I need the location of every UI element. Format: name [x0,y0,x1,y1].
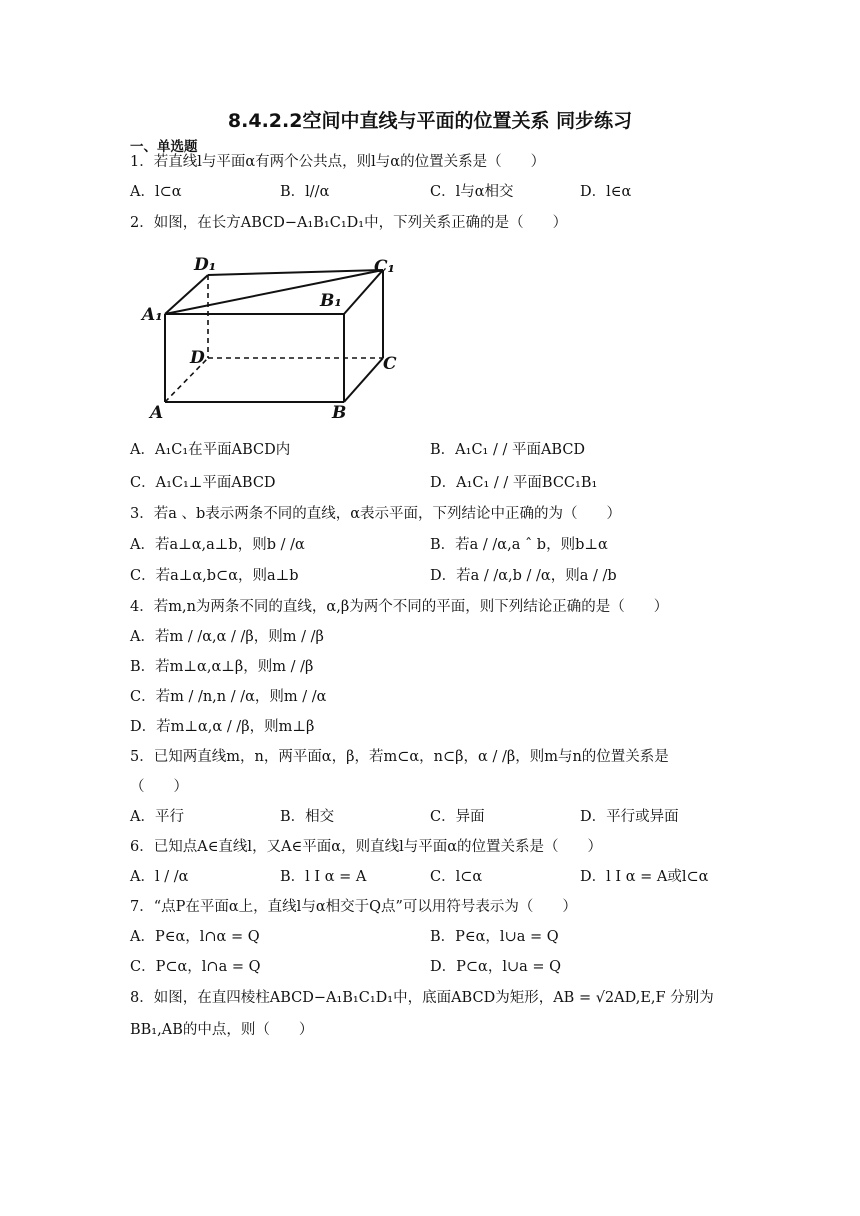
edge-bc [344,358,383,402]
question-5-stem-cont: （ ） [130,779,188,795]
vertex-label-a1: A₁ [142,305,163,325]
q5-option-d: D．平行或异面 [580,809,679,825]
question-8-stem: 8．如图，在直四棱柱ABCD−A₁B₁C₁D₁中，底面ABCD为矩形，AB = √2AD,E,F 分别为 [130,990,714,1006]
q3-option-b: B．若a / /α,a ˆ b，则b⊥α [430,537,608,553]
vertex-label-a: A [150,403,164,423]
vertex-label-c: C [383,354,397,374]
question-5-stem: 5．已知两直线m，n，两平面α，β，若m⊂α，n⊂β，α / /β，则m与n的位置关系是 [130,749,669,765]
edge-d1c1 [208,270,383,275]
vertex-label-d: D [190,348,205,368]
vertex-label-b: B [332,403,347,423]
q6-option-d: D．l I α = A或l⊂α [580,869,709,885]
q1-option-d: D．l∈α [580,184,632,200]
q7-option-b: B．P∈α，l∪a = Q [430,929,559,945]
vertex-label-d1: D₁ [194,255,217,275]
question-1-stem: 1．若直线l与平面α有两个公共点，则l与α的位置关系是（ ） [130,154,546,170]
q3-option-c: C．若a⊥α,b⊂α，则a⊥b [130,568,299,584]
q7-option-c: C．P⊂α，l∩a = Q [130,959,261,975]
q6-option-c: C．l⊂α [430,869,483,885]
q4-option-c: C．若m / /n,n / /α，则m / /α [130,689,327,705]
question-6-stem: 6．已知点A∈直线l，又A∈平面α，则直线l与平面α的位置关系是（ ） [130,839,602,855]
question-2-stem: 2．如图，在长方ABCD−A₁B₁C₁D₁中，下列关系正确的是（ ） [130,215,568,231]
q7-option-d: D．P⊂α，l∪a = Q [430,959,562,975]
q2-option-b: B．A₁C₁ / / 平面ABCD [430,442,586,458]
q1-option-b: B．l//α [280,184,330,200]
q2-option-c: C．A₁C₁⊥平面ABCD [130,475,276,491]
q5-option-b: B．相交 [280,809,335,825]
q4-option-a: A．若m / /α,α / /β，则m / /β [130,629,324,645]
q5-option-a: A．平行 [130,809,184,825]
cuboid-figure [140,248,410,424]
q6-option-a: A．l / /α [130,869,189,885]
q2-option-d: D．A₁C₁ / / 平面BCC₁B₁ [430,475,598,491]
q5-option-c: C．异面 [430,809,485,825]
vertex-label-b1: B₁ [320,291,342,311]
q3-option-d: D．若a / /α,b / /α，则a / /b [430,568,617,584]
q1-option-c: C．l与α相交 [430,184,514,200]
question-3-stem: 3．若a 、b表示两条不同的直线，α表示平面，下列结论中正确的为（ ） [130,506,622,522]
q2-option-a: A．A₁C₁在平面ABCD内 [130,442,291,458]
question-7-stem: 7．“点P在平面α上，直线l与α相交于Q点”可以用符号表示为（ ） [130,899,577,915]
q6-option-b: B．l I α = A [280,869,367,885]
q7-option-a: A．P∈α，l∩α = Q [130,929,260,945]
section-heading: 一、单选题 [130,139,198,155]
q1-option-a: A．l⊂α [130,184,182,200]
q4-option-b: B．若m⊥α,α⊥β，则m / /β [130,659,314,675]
q4-option-d: D．若m⊥α,α / /β，则m⊥β [130,719,315,735]
question-8-stem-cont: BB₁,AB的中点，则（ ） [130,1022,314,1038]
question-4-stem: 4．若m,n为两条不同的直线，α,β为两个不同的平面，则下列结论正确的是（ ） [130,599,669,615]
edge-a1d1 [165,275,208,314]
vertex-label-c1: C₁ [374,257,395,277]
page-title: 8.4.2.2空间中直线与平面的位置关系 同步练习 [227,110,633,132]
q3-option-a: A．若a⊥α,a⊥b，则b / /α [130,537,305,553]
